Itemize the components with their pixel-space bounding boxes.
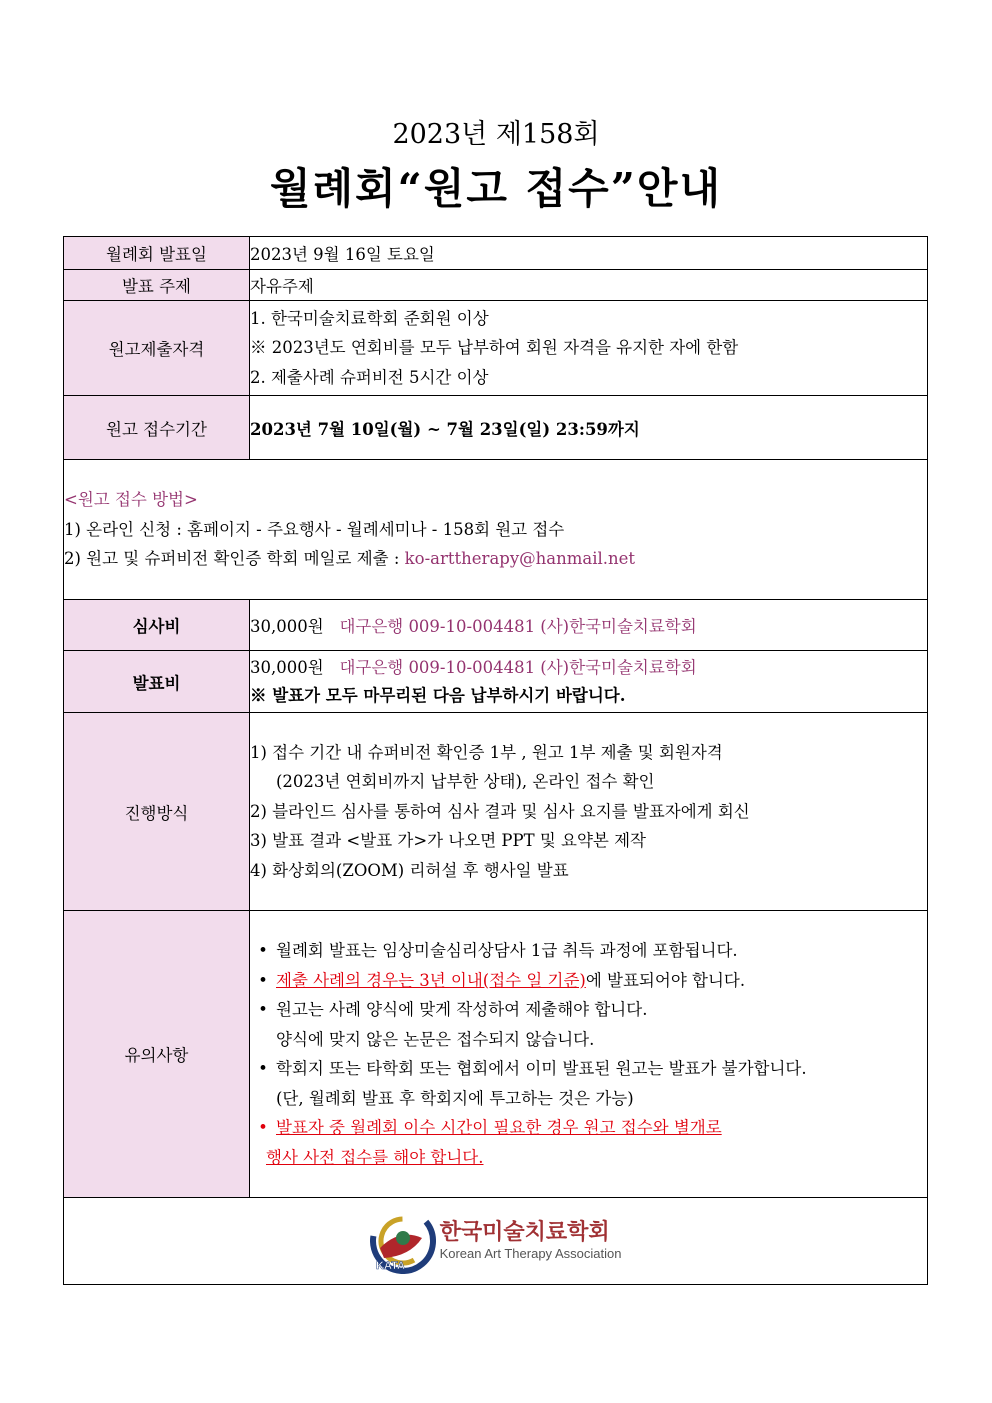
note-item-continued: (단, 월례회 발표 후 학회지에 투고하는 것은 가능) bbox=[276, 1088, 634, 1108]
review-fee-account: 대구은행 009-10-004481 (사)한국미술치료학회 bbox=[339, 617, 697, 636]
label-topic: 발표 주제 bbox=[64, 270, 250, 301]
value-period: 2023년 7월 10일(월) ~ 7월 23일(일) 23:59까지 bbox=[250, 396, 928, 460]
association-logo bbox=[370, 1208, 622, 1274]
label-notes: 유의사항 bbox=[64, 911, 250, 1198]
method-line-online: 1) 온라인 신청 : 홈페이지 - 주요행사 - 월례세미나 - 158회 원고 접수 bbox=[64, 519, 565, 539]
logo-cell bbox=[64, 1198, 928, 1285]
row-topic bbox=[64, 270, 928, 301]
eligibility-line: 1. 한국미술치료학회 준회원 이상 bbox=[250, 308, 489, 328]
label-process: 진행방식 bbox=[64, 713, 250, 911]
note-text: 학회지 또는 타학회 또는 협회에서 이미 발표된 원고는 발표가 불가합니다. bbox=[276, 1059, 807, 1078]
process-line: 3) 발표 결과 <발표 가>가 나오면 PPT 및 요약본 제작 bbox=[250, 831, 646, 851]
kata-logo-icon bbox=[370, 1208, 436, 1274]
label-eligibility: 원고제출자격 bbox=[64, 301, 250, 396]
note-text: 월례회 발표는 임상미술심리상담사 1급 취득 과정에 포함됩니다. bbox=[276, 941, 738, 960]
bullet-icon: • bbox=[258, 941, 268, 960]
label-date: 월례회 발표일 bbox=[64, 237, 250, 270]
value-presentation-fee bbox=[250, 651, 928, 713]
row-presentation-fee bbox=[64, 651, 928, 713]
logo-text bbox=[440, 1220, 622, 1262]
value-process bbox=[250, 713, 928, 911]
note-text: 에 발표되어야 합니다. bbox=[585, 970, 746, 990]
presentation-fee-note: ※ 발표가 모두 마무리된 다음 납부하시기 바랍니다. bbox=[250, 685, 626, 705]
bullet-icon: • bbox=[258, 1118, 268, 1137]
email-link[interactable]: ko-arttherapy@hanmail.net bbox=[404, 549, 636, 569]
process-line: 4) 화상회의(ZOOM) 리허설 후 행사일 발표 bbox=[250, 860, 569, 880]
label-presentation-fee: 발표비 bbox=[64, 651, 250, 713]
presentation-fee-line bbox=[250, 654, 927, 682]
bullet-icon: • bbox=[258, 970, 268, 990]
method-line-email bbox=[64, 544, 927, 574]
note-item-continued bbox=[250, 1143, 927, 1173]
eligibility-line: 2. 제출사례 슈퍼비전 5시간 이상 bbox=[250, 367, 489, 387]
page-title: 월례회“원고 접수”안내 bbox=[269, 164, 723, 213]
eligibility-line: ※ 2023년도 연회비를 모두 납부하여 회원 자격을 유지한 자에 한함 bbox=[250, 338, 739, 358]
bullet-icon: • bbox=[258, 1000, 268, 1019]
review-fee-amount: 30,000원 bbox=[250, 617, 324, 636]
row-method bbox=[64, 460, 928, 600]
row-date bbox=[64, 237, 928, 270]
note-item-continued: 양식에 맞지 않은 논문은 접수되지 않습니다. bbox=[276, 1029, 595, 1049]
value-review-fee bbox=[250, 600, 928, 651]
presentation-fee-account: 대구은행 009-10-004481 (사)한국미술치료학회 bbox=[339, 657, 697, 677]
note-text-red: 행사 사전 접수를 해야 합니다. bbox=[266, 1147, 484, 1167]
logo-korean-name: 한국미술치료학회 bbox=[439, 1220, 610, 1245]
row-review-fee bbox=[64, 600, 928, 651]
row-process bbox=[64, 713, 928, 911]
logo-mark-text: KATA bbox=[375, 1260, 405, 1272]
value-eligibility bbox=[250, 301, 928, 396]
method-heading: <원고 접수 방법> bbox=[64, 490, 198, 510]
note-text-red: 발표자 중 월례회 이수 시간이 필요한 경우 원고 접수와 별개로 bbox=[276, 1118, 722, 1137]
note-item bbox=[250, 966, 927, 996]
row-logo bbox=[64, 1198, 928, 1285]
label-review-fee: 심사비 bbox=[64, 600, 250, 651]
presentation-fee-amount: 30,000원 bbox=[250, 657, 324, 677]
note-item bbox=[250, 995, 927, 1025]
label-period: 원고 접수기간 bbox=[64, 396, 250, 460]
method-email-prefix: 2) 원고 및 슈퍼비전 확인증 학회 메일로 제출 : bbox=[64, 549, 405, 569]
note-item bbox=[250, 1113, 927, 1143]
process-line: 2) 블라인드 심사를 통하여 심사 결과 및 심사 요지를 발표자에게 회신 bbox=[250, 801, 750, 821]
note-text-red: 제출 사례의 경우는 3년 이내(접수 일 기준) bbox=[276, 970, 586, 990]
title-edition: 2023년 제158회 bbox=[392, 119, 600, 150]
process-line: 1) 접수 기간 내 슈퍼비전 확인증 1부 , 원고 1부 제출 및 회원자격 bbox=[250, 742, 723, 762]
note-text: 원고는 사례 양식에 맞게 작성하여 제출해야 합니다. bbox=[276, 1000, 648, 1019]
value-notes bbox=[250, 911, 928, 1198]
row-notes bbox=[64, 911, 928, 1198]
process-line: (2023년 연회비까지 납부한 상태), 온라인 접수 확인 bbox=[276, 772, 655, 792]
row-eligibility bbox=[64, 301, 928, 396]
note-item bbox=[250, 936, 927, 966]
value-date: 2023년 9월 16일 토요일 bbox=[250, 237, 928, 270]
note-item bbox=[250, 1054, 927, 1084]
logo-english-name: Korean Art Therapy Association bbox=[439, 1246, 622, 1261]
submission-method bbox=[64, 460, 928, 600]
value-topic: 자유주제 bbox=[250, 270, 928, 301]
row-period bbox=[64, 396, 928, 460]
bullet-icon: • bbox=[258, 1059, 268, 1078]
info-table bbox=[63, 236, 928, 1285]
